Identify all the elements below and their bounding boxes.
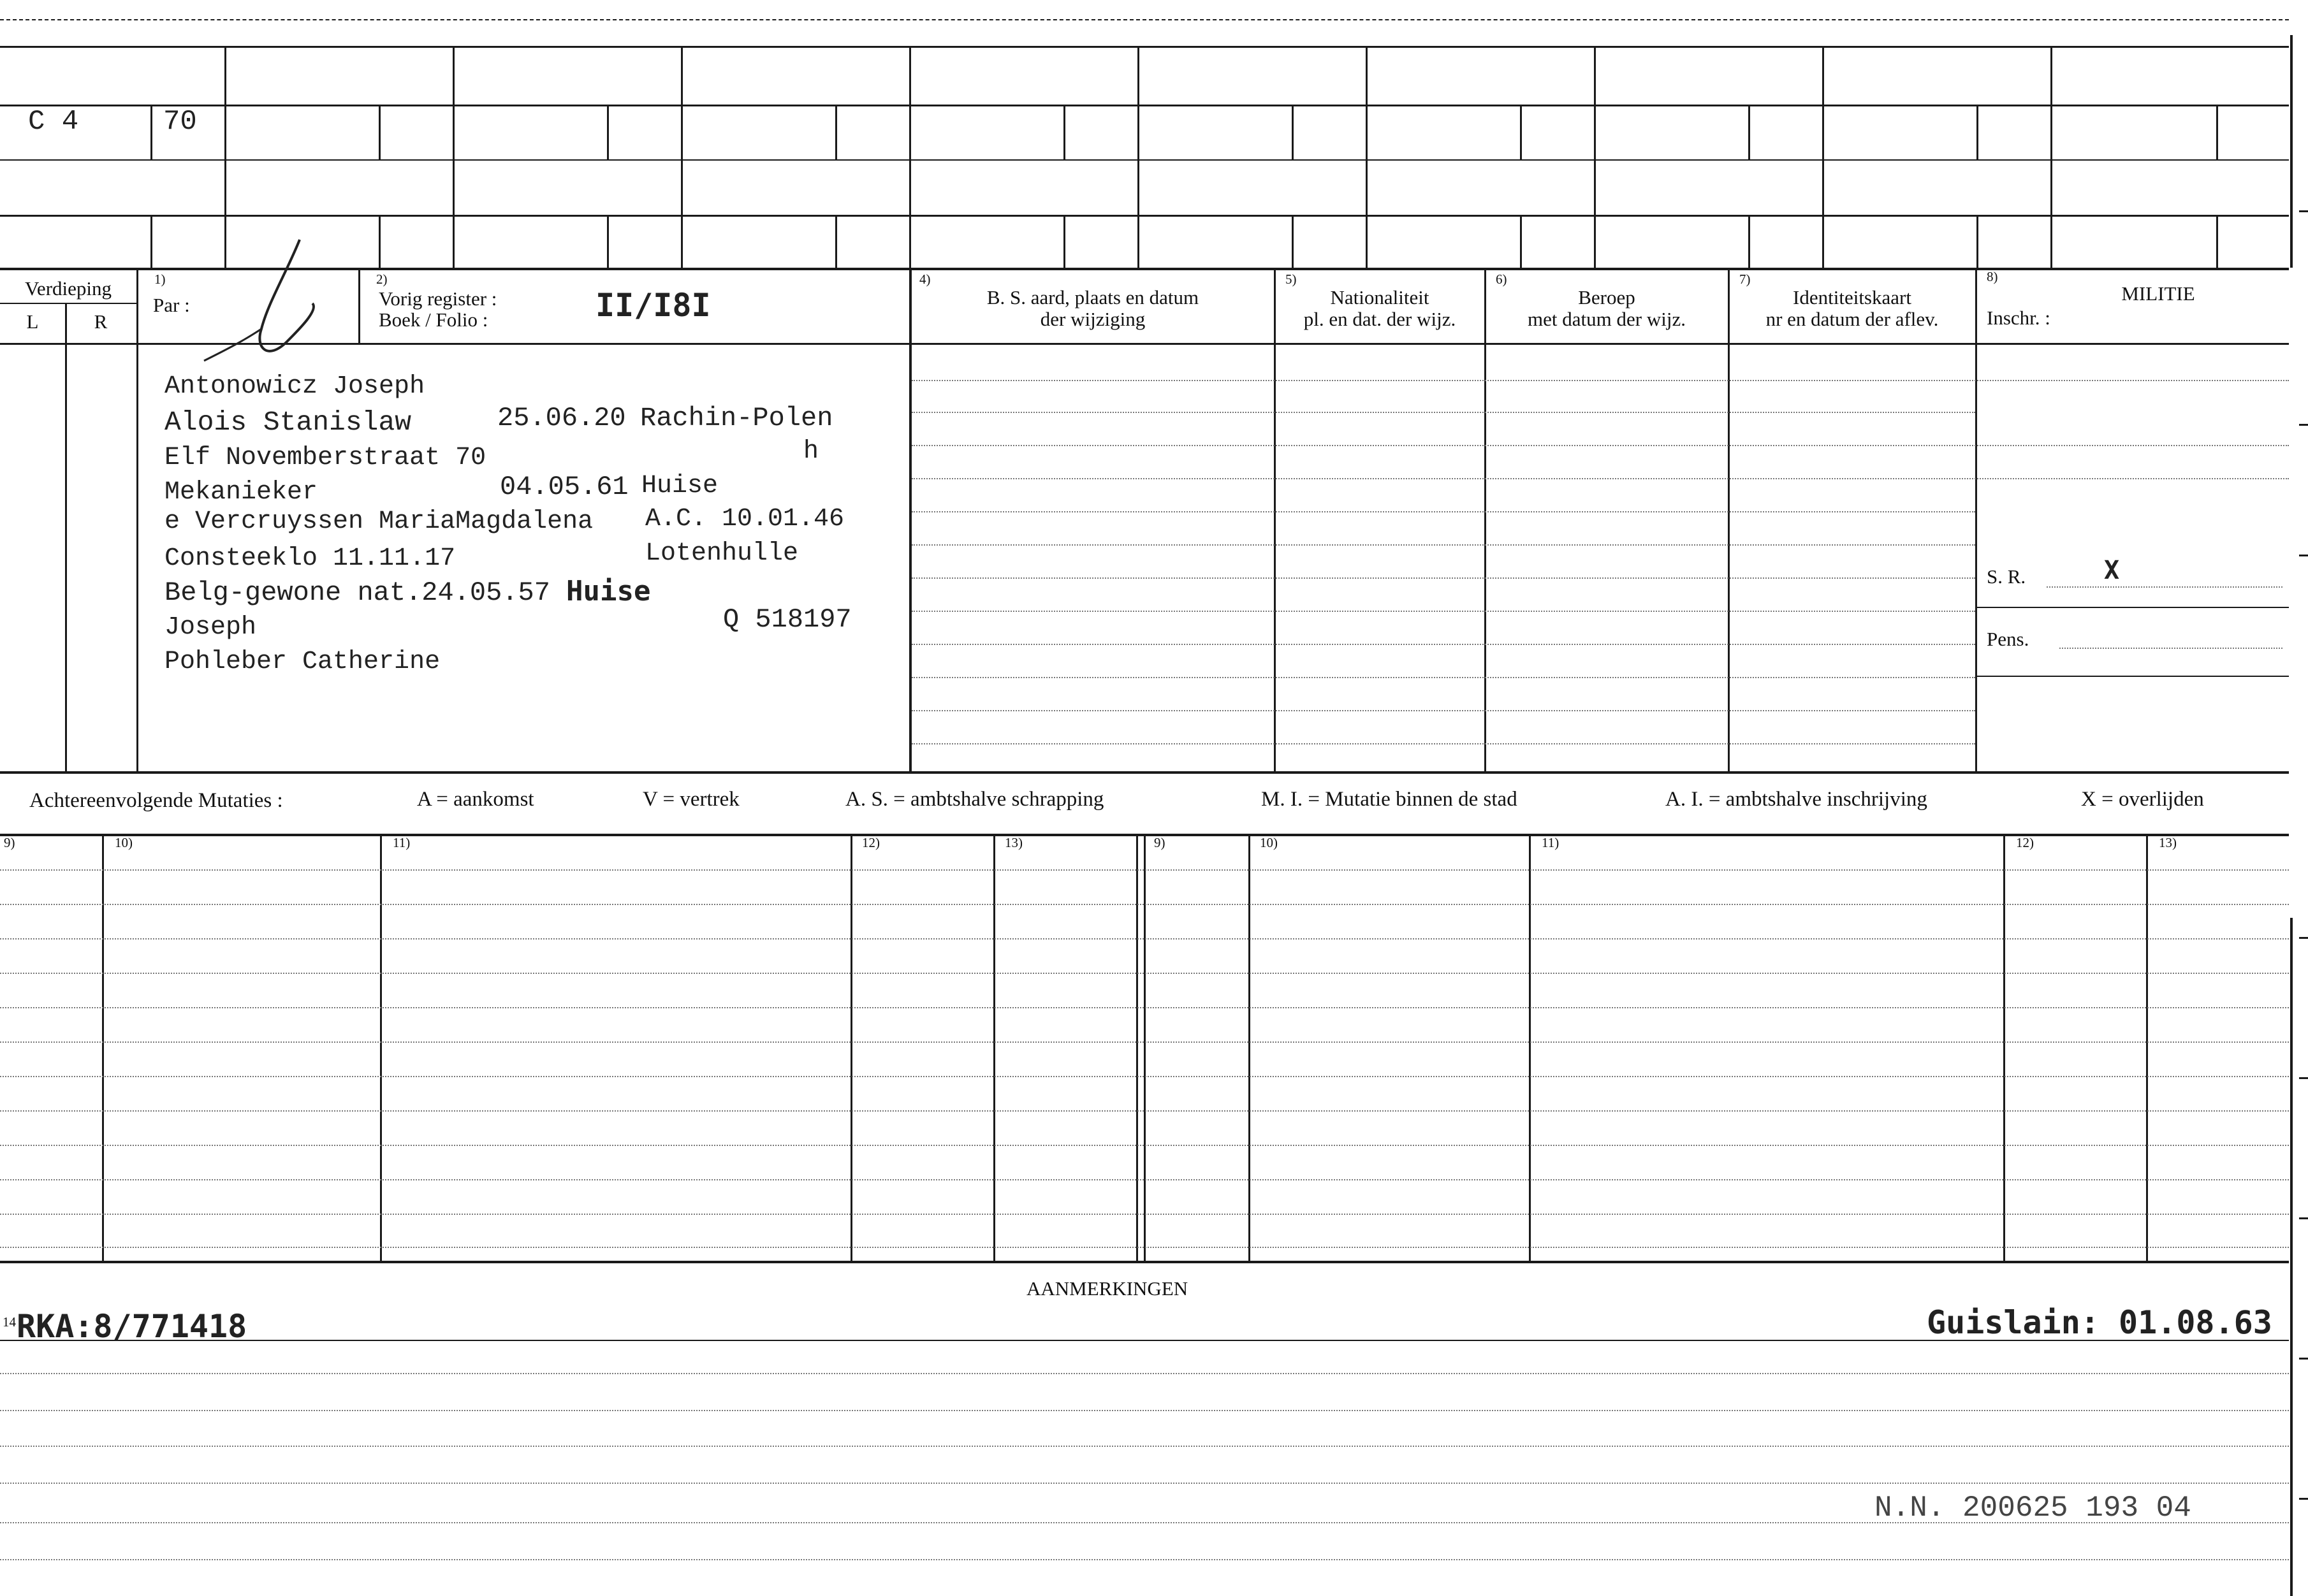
vorig-register-value: II/I8I xyxy=(595,287,711,324)
person-address: Elf Novemberstraat 70 xyxy=(164,444,486,472)
person-middle-names: Alois Stanislaw xyxy=(164,407,412,438)
col-1-number: 1) xyxy=(154,272,166,287)
ber-header-line2: met datum der wijz. xyxy=(1528,308,1686,330)
remarks-nn-number: N.N. 200625 193 04 xyxy=(1874,1491,2191,1525)
handwritten-mark xyxy=(191,233,332,367)
col-8-number: 8) xyxy=(1987,269,1998,284)
mut-col-10b: 10) xyxy=(1260,835,1278,850)
person-father: Joseph xyxy=(164,613,257,642)
mut-col-9a: 9) xyxy=(4,835,15,850)
bs-header-line1: B. S. aard, plaats en datum xyxy=(986,286,1199,308)
remarks-title: AANMERKINGEN xyxy=(1026,1277,1188,1300)
r-label: R xyxy=(94,310,108,333)
person-birth-place: Rachin-Polen xyxy=(640,403,833,433)
person-mother: Pohleber Catherine xyxy=(164,648,441,676)
col-2-number: 2) xyxy=(376,272,388,287)
person-arrival-date: 04.05.61 xyxy=(500,472,629,502)
boek-folio-label: Boek / Folio : xyxy=(379,308,488,331)
person-nationality-place: Huise xyxy=(566,575,651,607)
mut-col-12b: 12) xyxy=(2016,835,2034,850)
legend-departure: V = vertrek xyxy=(643,788,740,811)
col-6-number: 6) xyxy=(1496,272,1507,287)
l-label: L xyxy=(26,310,39,333)
person-spouse: e Vercruyssen MariaMagdalena xyxy=(164,507,594,536)
person-extra-mark: h xyxy=(803,437,819,466)
militie-label: MILITIE xyxy=(2121,282,2195,305)
person-id-card: Q 518197 xyxy=(723,604,852,635)
mut-col-10a: 10) xyxy=(115,835,133,850)
legend-struck-off: A. S. = ambtshalve schrapping xyxy=(845,788,1104,811)
legend-death: X = overlijden xyxy=(2081,788,2204,811)
inschr-label: Inschr. : xyxy=(1987,307,2050,329)
id-header-line2: nr en datum der aflev. xyxy=(1765,308,1939,330)
col-7-number: 7) xyxy=(1739,272,1751,287)
person-birth-date: 25.06.20 xyxy=(497,403,626,433)
nat-header-line2: pl. en dat. der wijz. xyxy=(1303,308,1456,330)
pens-label: Pens. xyxy=(1987,628,2029,650)
ber-header-line1: Beroep xyxy=(1578,286,1635,308)
legend-title: Achtereenvolgende Mutaties : xyxy=(29,789,283,812)
legend-arrival: A = aankomst xyxy=(417,788,534,811)
par-label: Par : xyxy=(153,294,190,316)
legend-registration: A. I. = ambtshalve inschrijving xyxy=(1665,788,1927,811)
mut-col-13b: 13) xyxy=(2159,835,2177,850)
bs-header-line2: der wijziging xyxy=(1040,308,1146,330)
col-5-number: 5) xyxy=(1285,272,1297,287)
person-occupation: Mekanieker xyxy=(164,478,318,507)
vorig-register-label: Vorig register : xyxy=(379,287,497,310)
sr-value: X xyxy=(2104,556,2120,585)
grid-code: C 4 xyxy=(28,106,79,138)
nat-header-line1: Nationaliteit xyxy=(1330,286,1429,308)
verdieping-label: Verdieping xyxy=(24,277,112,300)
mut-col-11b: 11) xyxy=(1542,835,1559,850)
sr-label: S. R. xyxy=(1987,565,2026,588)
person-marriage-place: Lotenhulle xyxy=(645,539,799,568)
remarks-guislain: Guislain: 01.08.63 xyxy=(1927,1304,2272,1341)
person-arrival-place: Huise xyxy=(641,472,719,500)
grid-house-number: 70 xyxy=(163,106,197,138)
person-nationality: Belg-gewone nat.24.05.57 xyxy=(164,577,550,608)
mut-col-9b: 9) xyxy=(1154,835,1165,850)
remarks-number: 14 xyxy=(3,1314,16,1330)
id-header-line1: Identiteitskaart xyxy=(1793,286,1911,308)
mut-col-11a: 11) xyxy=(393,835,411,850)
person-spouse-birth: Consteeklo 11.11.17 xyxy=(164,544,456,573)
legend-internal-move: M. I. = Mutatie binnen de stad xyxy=(1261,788,1517,811)
person-surname-firstname: Antonowicz Joseph xyxy=(164,372,425,401)
remarks-rka: RKA:8/771418 xyxy=(17,1308,247,1345)
mut-col-12a: 12) xyxy=(862,835,880,850)
person-marriage: A.C. 10.01.46 xyxy=(645,505,845,533)
mut-col-13a: 13) xyxy=(1005,835,1023,850)
col-4-number: 4) xyxy=(919,272,931,287)
